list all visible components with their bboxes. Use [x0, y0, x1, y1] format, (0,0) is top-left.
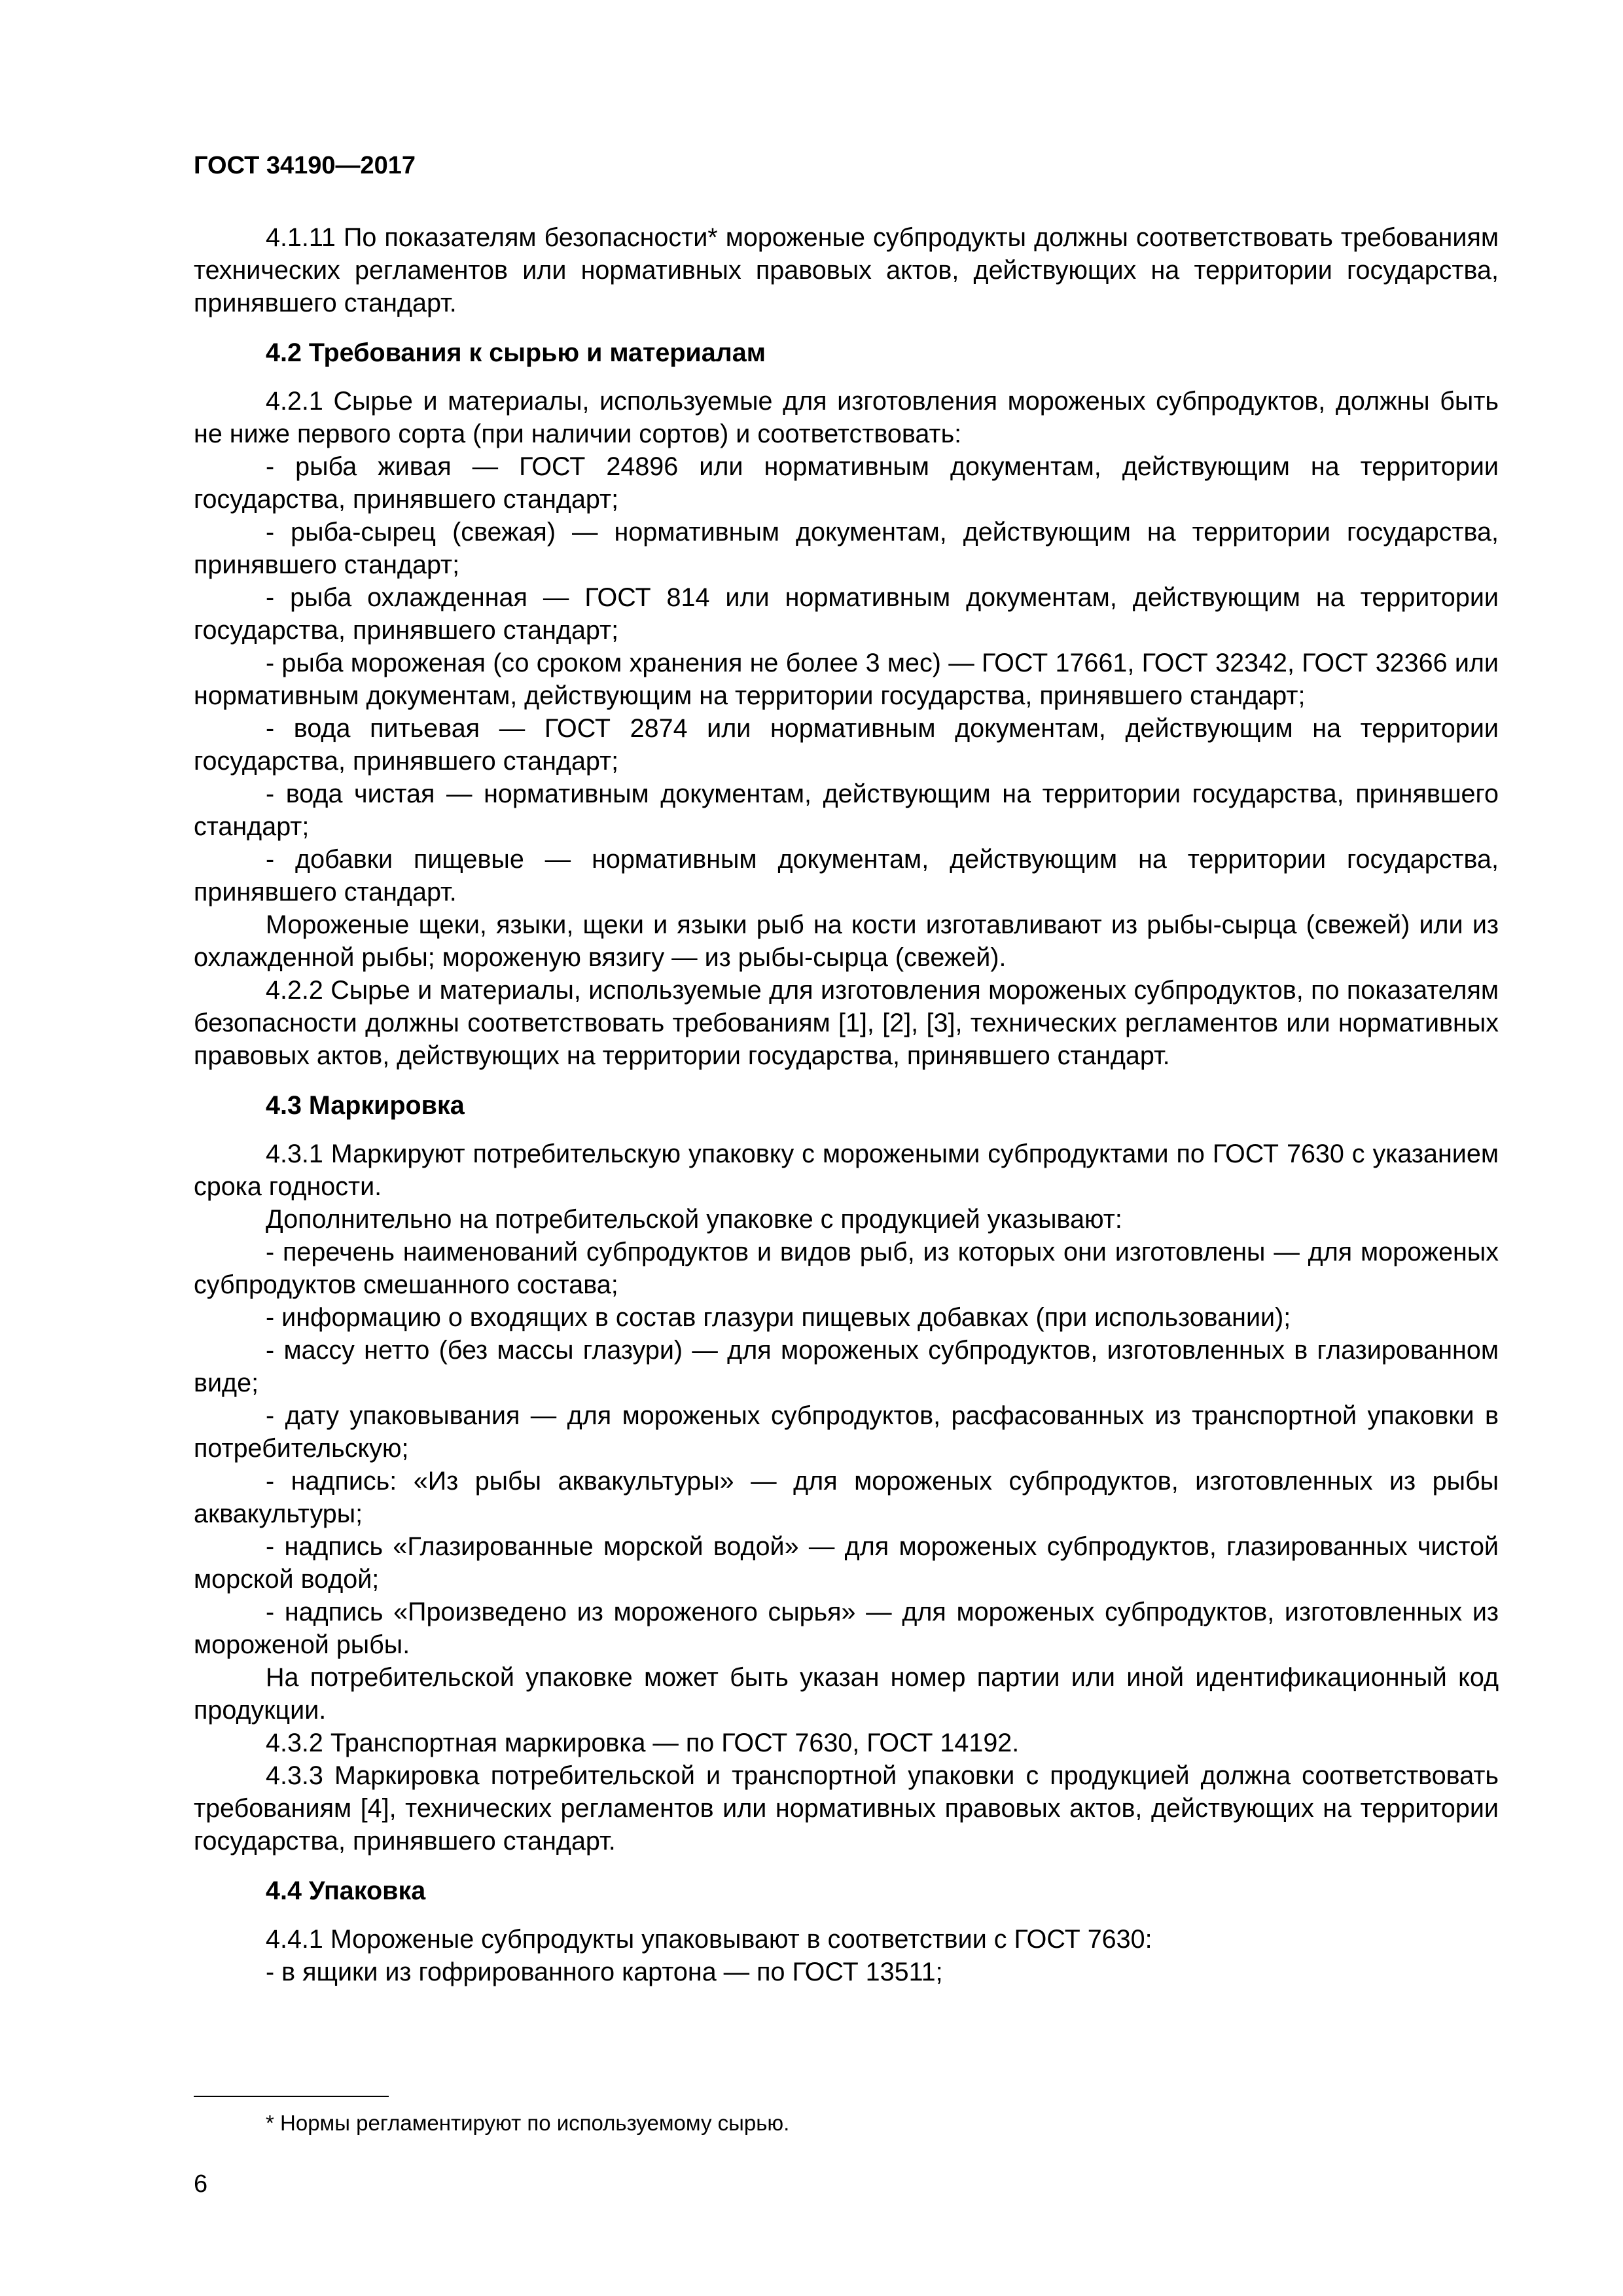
section-heading-4-2: 4.2 Требования к сырью и материалам: [266, 338, 766, 367]
list-item: - рыба охлажденная — ГОСТ 814 или нормативным документам, действующим на территории государства, принявшего стандарт;: [194, 583, 1499, 645]
footnote: * Нормы регламентируют по используемому сырью.: [266, 2111, 790, 2135]
paragraph-batch: На потребительской упаковке может быть указан номер партии или иной идентификационный код продукции.: [194, 1663, 1499, 1725]
page-body: [194, 221, 1499, 1988]
clause-4-2-2: 4.2.2 Сырье и материалы, используемые для изготовления мороженых субпродуктов, по показателям безопасности должны соответствовать требованиям [1], [2], [3], технических регламентов или нормативных правовых актов, действующих на территории государства, принявшего стандарт.: [194, 976, 1499, 1070]
paragraph-additional: Дополнительно на потребительской упаковке с продукцией указывают:: [266, 1205, 1122, 1234]
list-item: - рыба мороженая (со сроком хранения не более 3 мес) — ГОСТ 17661, ГОСТ 32342, ГОСТ 32366 или нормативным документам, действующим на территории государства, принявшего стандарт;: [194, 649, 1499, 710]
list-item: - в ящики из гофрированного картона — по ГОСТ 13511;: [266, 1958, 943, 1986]
list-item: - массу нетто (без массы глазури) — для мороженых субпродуктов, изготовленных в глазированном виде;: [194, 1336, 1499, 1397]
list-item: - надпись: «Из рыбы аквакультуры» — для мороженых субпродуктов, изготовленных из рыбы аквакультуры;: [194, 1467, 1499, 1528]
section-heading-4-3: 4.3 Маркировка: [266, 1091, 465, 1120]
list-item: - информацию о входящих в состав глазури пищевых добавках (при использовании);: [266, 1303, 1291, 1332]
list-item: - надпись «Произведено из мороженого сырья» — для мороженых субпродуктов, изготовленных из мороженой рыбы.: [194, 1598, 1499, 1659]
footnote-separator: [194, 2096, 389, 2097]
list-item: - перечень наименований субпродуктов и видов рыб, из которых они изготовлены — для мороженых субпродуктов смешанного состава;: [194, 1238, 1499, 1299]
section-heading-4-4: 4.4 Упаковка: [266, 1876, 426, 1905]
clause-4-3-3: 4.3.3 Маркировка потребительской и транспортной упаковки с продукцией должна соответствовать требованиям [4], технических регламентов или нормативных правовых актов, действующих на территории государства, принявшего стандарт.: [194, 1761, 1499, 1856]
clause-4-1-11: 4.1.11 По показателям безопасности* мороженые субпродукты должны соответствовать требованиям технических регламентов или нормативных правовых актов, действующих на территории государства, принявшего стандарт.: [194, 223, 1499, 317]
clause-4-3-2: 4.3.2 Транспортная маркировка — по ГОСТ 7630, ГОСТ 14192.: [266, 1729, 1020, 1757]
document-code-header: ГОСТ 34190—2017: [194, 152, 416, 179]
clause-4-2-1: 4.2.1 Сырье и материалы, используемые для изготовления мороженых субпродуктов, должны быть не ниже первого сорта (при наличии сортов) и соответствовать:: [194, 387, 1499, 448]
list-item: - надпись «Глазированные морской водой» — для мороженых субпродуктов, глазированных чистой морской водой;: [194, 1532, 1499, 1594]
paragraph-cheeks: Мороженые щеки, языки, щеки и языки рыб на кости изготавливают из рыбы-сырца (свежей) или из охлажденной рыбы; мороженую вязигу — из рыбы-сырца (свежей).: [194, 910, 1499, 972]
list-item: - вода питьевая — ГОСТ 2874 или нормативным документам, действующим на территории государства, принявшего стандарт;: [194, 714, 1499, 776]
list-item: - добавки пищевые — нормативным документам, действующим на территории государства, принявшего стандарт.: [194, 845, 1499, 906]
clause-4-3-1: 4.3.1 Маркируют потребительскую упаковку с морожеными субпродуктами по ГОСТ 7630 с указанием срока годности.: [194, 1139, 1499, 1201]
list-item: - вода чистая — нормативным документам, действующим на территории государства, принявшего стандарт;: [194, 780, 1499, 841]
clause-4-4-1: 4.4.1 Мороженые субпродукты упаковывают в соответствии с ГОСТ 7630:: [266, 1925, 1152, 1954]
page-number: 6: [194, 2170, 208, 2198]
list-item: - дату упаковывания — для мороженых субпродуктов, расфасованных из транспортной упаковки в потребительскую;: [194, 1401, 1499, 1463]
list-item: - рыба-сырец (свежая) — нормативным документам, действующим на территории государства, принявшего стандарт;: [194, 518, 1499, 579]
list-item: - рыба живая — ГОСТ 24896 или нормативным документам, действующим на территории государства, принявшего стандарт;: [194, 452, 1499, 514]
